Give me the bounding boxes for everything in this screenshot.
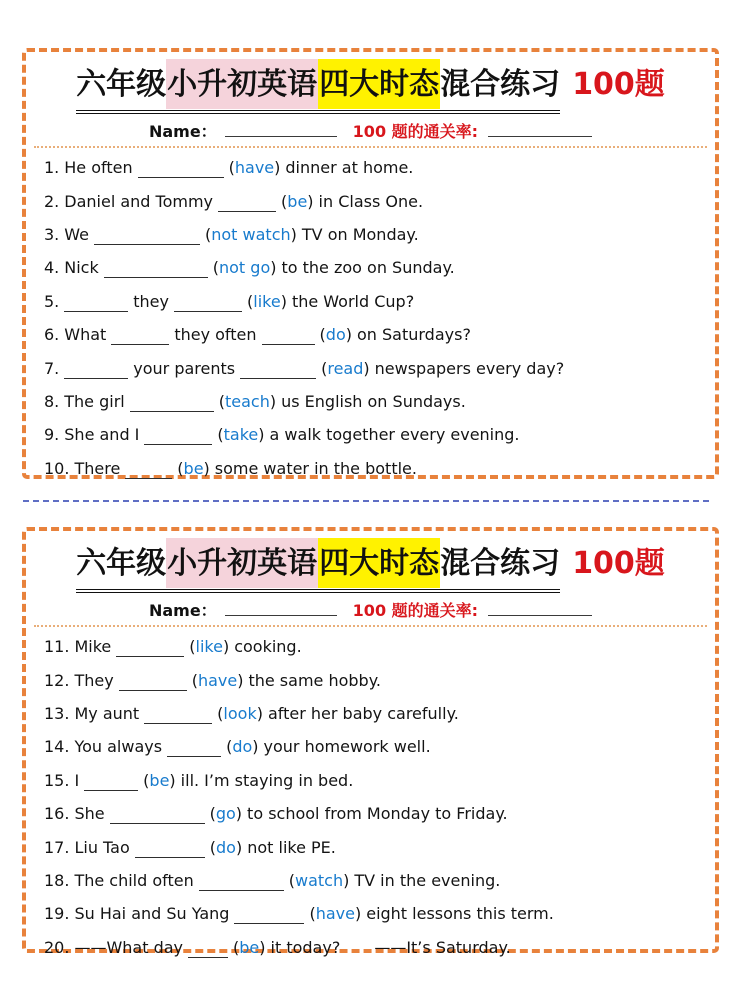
item-number: 10. xyxy=(44,458,70,478)
verb-word: like xyxy=(195,637,223,657)
answer-blank xyxy=(125,466,172,479)
verb-word: take xyxy=(223,425,259,445)
close-paren: ) xyxy=(235,804,243,824)
item-number: 20. xyxy=(44,937,70,957)
verb-hint xyxy=(233,938,266,957)
item-text: Su Hai and Su Yang xyxy=(74,904,230,924)
close-paren: ) xyxy=(269,391,277,411)
answer-blank xyxy=(84,778,138,791)
item-text: to school from Monday to Friday. xyxy=(247,804,508,824)
verb-word: not go xyxy=(219,258,271,278)
item-number: 9. xyxy=(44,425,60,445)
open-paren: ( xyxy=(143,770,150,790)
answer-blank xyxy=(199,878,284,891)
item-text: your homework well. xyxy=(263,737,431,757)
title-part-plain: 混合练习 xyxy=(440,546,561,581)
item-number: 3. xyxy=(44,224,60,244)
answer-blank xyxy=(64,299,128,312)
exercise-item xyxy=(44,418,711,451)
answer-blank xyxy=(144,711,212,724)
answer-blank xyxy=(130,399,214,412)
close-paren: ) xyxy=(169,770,176,790)
open-paren: ( xyxy=(212,258,219,278)
worksheet-card-2 xyxy=(22,527,719,957)
exercise-item xyxy=(44,285,711,318)
name-blank xyxy=(225,601,337,616)
verb-hint xyxy=(217,425,264,444)
open-paren: ( xyxy=(319,325,326,345)
exercise-item xyxy=(44,697,711,730)
item-text: it today? xyxy=(270,937,341,957)
name-label: Name： xyxy=(148,601,217,620)
question-count-badge: 100题 xyxy=(572,546,665,581)
verb-hint xyxy=(309,904,361,923)
item-number: 11. xyxy=(44,637,70,657)
verb-word: be xyxy=(239,937,260,957)
answer-blank xyxy=(110,811,205,824)
answer-blank xyxy=(144,432,212,445)
pass-rate-label: 100 题的通关率: xyxy=(352,601,479,620)
item-text: Liu Tao xyxy=(74,837,130,857)
exercise-item xyxy=(44,630,711,663)
close-paren: ) xyxy=(343,870,350,890)
name-row xyxy=(26,598,715,621)
item-text: TV in the evening. xyxy=(354,870,501,890)
item-text: ——It’s Saturday. xyxy=(374,937,511,957)
item-text: in Class One. xyxy=(318,191,424,211)
item-text: not like PE. xyxy=(247,837,336,857)
verb-hint xyxy=(143,771,176,790)
verb-hint xyxy=(217,704,263,723)
verb-hint xyxy=(219,392,276,411)
open-paren: ( xyxy=(217,703,224,723)
item-text: TV on Monday. xyxy=(301,224,419,244)
item-text: She xyxy=(74,804,105,824)
item-text: eight lessons this term. xyxy=(366,904,554,924)
open-paren: ( xyxy=(218,391,225,411)
exercise-item xyxy=(44,663,711,696)
close-paren: ) xyxy=(252,737,259,757)
close-paren: ) xyxy=(363,358,370,378)
item-text: ——What day xyxy=(74,937,184,957)
worksheet-card-1 xyxy=(22,48,719,479)
question-count-badge: 100题 xyxy=(572,67,665,102)
name-row xyxy=(26,119,715,142)
verb-hint xyxy=(177,459,210,478)
title-part-plain: 六年级 xyxy=(76,546,167,581)
open-paren: ( xyxy=(205,224,212,244)
header-divider xyxy=(34,625,707,627)
exercise-item xyxy=(44,251,711,284)
exercise-item xyxy=(44,452,711,485)
item-text: He often xyxy=(64,158,133,178)
answer-blank xyxy=(262,332,315,345)
item-number: 8. xyxy=(44,391,60,411)
item-text: The girl xyxy=(64,391,125,411)
item-text: You always xyxy=(74,737,163,757)
item-number: 7. xyxy=(44,358,60,378)
answer-blank xyxy=(94,232,200,245)
exercise-item xyxy=(44,764,711,797)
open-paren: ( xyxy=(226,737,233,757)
item-text: Daniel and Tommy xyxy=(64,191,214,211)
item-number: 16. xyxy=(44,804,70,824)
verb-hint xyxy=(229,158,281,177)
item-number: 4. xyxy=(44,258,60,278)
close-paren: ) xyxy=(307,191,314,211)
item-number: 14. xyxy=(44,737,70,757)
open-paren: ( xyxy=(228,158,235,178)
item-text: We xyxy=(64,224,89,244)
pass-rate-blank xyxy=(488,122,592,137)
verb-word: have xyxy=(315,904,355,924)
close-paren: ) xyxy=(203,458,210,478)
exercise-item xyxy=(44,864,711,897)
item-text: What xyxy=(64,325,107,345)
item-text: I xyxy=(74,770,80,790)
item-text: She and I xyxy=(64,425,140,445)
spacer xyxy=(345,947,369,948)
open-paren: ( xyxy=(309,904,316,924)
open-paren: ( xyxy=(247,291,254,311)
verb-word: do xyxy=(232,737,253,757)
verb-hint xyxy=(192,671,244,690)
worksheet-title xyxy=(26,540,715,593)
open-paren: ( xyxy=(321,358,328,378)
open-paren: ( xyxy=(217,425,224,445)
verb-hint xyxy=(289,871,350,890)
close-paren: ) xyxy=(274,158,281,178)
item-text: Mike xyxy=(74,637,112,657)
verb-word: have xyxy=(197,670,238,690)
verb-hint xyxy=(189,637,229,656)
close-paren: ) xyxy=(258,425,265,445)
answer-blank xyxy=(64,366,128,379)
verb-hint xyxy=(247,292,287,311)
item-text: My aunt xyxy=(74,703,140,723)
verb-word: have xyxy=(234,158,275,178)
answer-blank xyxy=(119,678,187,691)
close-paren: ) xyxy=(256,703,263,723)
exercise-item xyxy=(44,351,711,384)
item-text: cooking. xyxy=(234,637,302,657)
item-number: 18. xyxy=(44,870,70,890)
exercise-list xyxy=(44,151,711,485)
verb-word: do xyxy=(216,837,236,857)
exercise-item xyxy=(44,830,711,863)
title-text xyxy=(76,61,560,114)
answer-blank xyxy=(188,945,228,958)
item-text: newspapers every day? xyxy=(374,358,565,378)
verb-word: like xyxy=(253,291,281,311)
item-number: 5. xyxy=(44,291,60,311)
item-text: There xyxy=(74,458,121,478)
page-cut-divider xyxy=(23,500,709,502)
verb-word: read xyxy=(327,358,364,378)
title-part-plain: 六年级 xyxy=(76,67,167,102)
item-text: dinner at home. xyxy=(285,158,414,178)
open-paren: ( xyxy=(209,837,217,857)
verb-word: be xyxy=(149,770,170,790)
item-text: us English on Sundays. xyxy=(281,391,466,411)
close-paren: ) xyxy=(235,837,243,857)
answer-blank xyxy=(167,744,221,757)
item-number: 2. xyxy=(44,191,60,211)
exercise-item xyxy=(44,318,711,351)
item-text: the same hobby. xyxy=(248,670,381,690)
close-paren: ) xyxy=(345,325,352,345)
answer-blank xyxy=(218,199,276,212)
answer-blank xyxy=(111,332,169,345)
item-text: to the zoo on Sunday. xyxy=(281,258,455,278)
verb-hint xyxy=(321,359,370,378)
item-number: 17. xyxy=(44,837,70,857)
verb-word: do xyxy=(325,325,346,345)
open-paren: ( xyxy=(191,670,198,690)
item-text: the World Cup? xyxy=(291,291,415,311)
item-text: some water in the bottle. xyxy=(214,458,417,478)
pass-rate-label: 100 题的通关率: xyxy=(352,122,479,141)
verb-word: not watch xyxy=(211,224,291,244)
header-divider xyxy=(34,146,707,148)
item-number: 15. xyxy=(44,770,70,790)
title-part-yellow-highlight: 四大时态 xyxy=(318,59,440,109)
title-part-pink-highlight: 小升初英语 xyxy=(166,59,318,109)
item-text: a walk together every evening. xyxy=(269,425,520,445)
close-paren: ) xyxy=(354,904,362,924)
close-paren: ) xyxy=(237,670,244,690)
item-text: ill. I’m staying in bed. xyxy=(180,770,354,790)
answer-blank xyxy=(135,845,205,858)
verb-word: be xyxy=(287,191,308,211)
exercise-item xyxy=(44,730,711,763)
exercise-item xyxy=(44,897,711,930)
item-number: 6. xyxy=(44,325,60,345)
verb-word: teach xyxy=(224,391,270,411)
open-paren: ( xyxy=(281,191,288,211)
verb-hint xyxy=(213,258,277,277)
verb-word: be xyxy=(183,458,204,478)
answer-blank xyxy=(104,265,208,278)
item-number: 19. xyxy=(44,904,70,924)
exercise-list xyxy=(44,630,711,964)
close-paren: ) xyxy=(259,937,266,957)
close-paren: ) xyxy=(280,291,287,311)
exercise-item xyxy=(44,797,711,830)
title-part-yellow-highlight: 四大时态 xyxy=(318,538,440,588)
item-text: The child often xyxy=(74,870,194,890)
answer-blank xyxy=(240,366,316,379)
verb-hint xyxy=(226,737,258,756)
open-paren: ( xyxy=(189,637,196,657)
title-text xyxy=(76,540,560,593)
close-paren: ) xyxy=(222,637,230,657)
exercise-item xyxy=(44,184,711,217)
item-text: They xyxy=(74,670,114,690)
exercise-item xyxy=(44,151,711,184)
item-number: 12. xyxy=(44,670,70,690)
verb-hint xyxy=(210,838,242,857)
item-number: 13. xyxy=(44,703,70,723)
item-text: your parents xyxy=(133,358,236,378)
item-text: on Saturdays? xyxy=(356,325,471,345)
close-paren: ) xyxy=(270,258,277,278)
answer-blank xyxy=(138,165,224,178)
title-part-pink-highlight: 小升初英语 xyxy=(166,538,318,588)
answer-blank xyxy=(234,911,304,924)
item-text: they xyxy=(133,291,169,311)
verb-word: look xyxy=(223,703,257,723)
exercise-item xyxy=(44,385,711,418)
name-blank xyxy=(225,122,337,137)
pass-rate-blank xyxy=(488,601,592,616)
item-text: they often xyxy=(174,325,257,345)
exercise-item xyxy=(44,218,711,251)
title-part-plain: 混合练习 xyxy=(440,67,561,102)
open-paren: ( xyxy=(288,870,296,890)
verb-hint xyxy=(281,192,314,211)
open-paren: ( xyxy=(177,458,184,478)
item-text: after her baby carefully. xyxy=(267,703,459,723)
verb-word: go xyxy=(215,804,236,824)
worksheet-title xyxy=(26,61,715,114)
verb-word: watch xyxy=(295,870,344,890)
exercise-item xyxy=(44,931,711,964)
item-text: Nick xyxy=(64,258,99,278)
close-paren: ) xyxy=(290,224,297,244)
name-label: Name： xyxy=(148,122,217,141)
item-number: 1. xyxy=(44,158,60,178)
answer-blank xyxy=(174,299,242,312)
answer-blank xyxy=(116,644,184,657)
verb-hint xyxy=(320,325,352,344)
open-paren: ( xyxy=(233,937,240,957)
verb-hint xyxy=(210,804,242,823)
verb-hint xyxy=(205,225,297,244)
open-paren: ( xyxy=(209,804,216,824)
